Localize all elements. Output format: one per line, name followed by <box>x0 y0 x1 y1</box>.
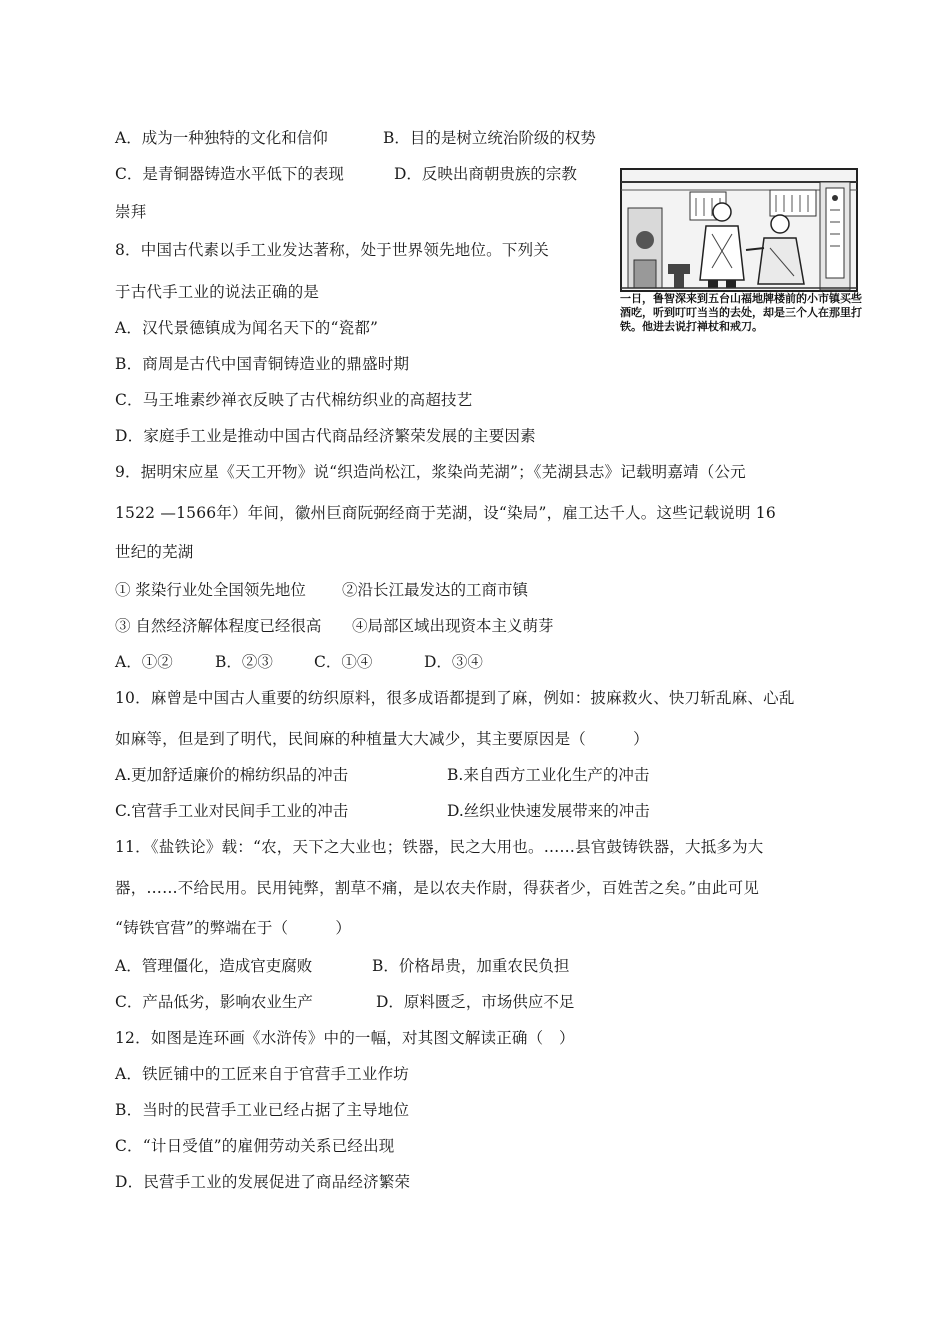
q10-option-c: C.官营手工业对民间手工业的冲击 <box>115 802 349 820</box>
q7-option-d-continued: 崇拜 <box>115 203 147 221</box>
q10-option-a: A.更加舒适廉价的棉纺织品的冲击 <box>115 766 349 784</box>
blacksmith-scene-image <box>620 168 858 292</box>
q8-option-d: D．家庭手工业是推动中国古代商品经济繁荣发展的主要因素 <box>115 427 536 445</box>
q11-option-a: A．管理僵化，造成官吏腐败 <box>115 957 313 975</box>
q9-option-b: B．②③ <box>215 653 273 671</box>
q11-stem-line-1: 11．《盐铁论》载：“农，天下之大业也；铁器，民之大用也。……县官鼓铸铁器，大抵多为大 <box>115 838 764 856</box>
q11-stem-line-2: 器，……不给民用。民用钝弊，割草不痛，是以农夫作尉，得获者少，百姓苦之矣。”由此可见 <box>115 879 760 897</box>
q10-option-b: B.来自西方工业化生产的冲击 <box>447 766 650 784</box>
q9-option-a: A．①② <box>115 653 173 671</box>
q11-option-b: B．价格昂贵，加重农民负担 <box>372 957 570 975</box>
q8-stem-line-2: 于古代手工业的说法正确的是 <box>115 283 320 301</box>
q7-option-b: B．目的是树立统治阶级的权势 <box>383 129 596 147</box>
q8-stem-line-1: 8．中国古代素以手工业发达著称，处于世界领先地位。下列关 <box>115 241 549 259</box>
q9-stem-line-2: 1522 —1566年）年间，徽州巨商阮弼经商于芜湖，设“染局”，雇工达千人。这些记载说明 16 <box>115 504 776 522</box>
q8-option-c: C．马王堆素纱禅衣反映了古代棉纺织业的高超技艺 <box>115 391 473 409</box>
q11-option-c: C．产品低劣，影响农业生产 <box>115 993 313 1011</box>
q11-option-d: D．原料匮乏，市场供应不足 <box>376 993 575 1011</box>
q9-stem-line-1: 9．据明宋应星《天工开物》说“织造尚松江，浆染尚芜湖”；《芜湖县志》记载明嘉靖（公元 <box>115 463 746 481</box>
q12-stem: 12．如图是连环画《水浒传》中的一幅，对其图文解读正确（ ） <box>115 1029 575 1047</box>
q8-option-a: A．汉代景德镇成为闻名天下的“瓷都” <box>115 319 379 337</box>
comic-illustration <box>620 168 862 344</box>
q9-statement-1: ① 浆染行业处全国领先地位 <box>115 581 306 599</box>
q9-option-c: C．①④ <box>314 653 373 671</box>
q7-option-a: A．成为一种独特的文化和信仰 <box>115 129 328 147</box>
q10-option-d: D.丝织业快速发展带来的冲击 <box>447 802 650 820</box>
q7-option-c: C．是青铜器铸造水平低下的表现 <box>115 165 344 183</box>
q9-statement-3: ③ 自然经济解体程度已经很高 <box>115 617 322 635</box>
q12-option-a: A．铁匠铺中的工匠来自于官营手工业作坊 <box>115 1065 409 1083</box>
comic-caption: 一日，鲁智深来到五台山福地牌楼前的小市镇买些酒吃，听到叮叮当当的去处，却是三个人在那里打铁。他进去说打禅杖和戒刀。 <box>620 292 862 333</box>
q9-option-d: D．③④ <box>424 653 483 671</box>
q12-option-b: B．当时的民营手工业已经占据了主导地位 <box>115 1101 410 1119</box>
q10-stem-line-2: 如麻等，但是到了明代，民间麻的种植量大大减少，其主要原因是（ ） <box>115 730 649 748</box>
q10-stem-line-1: 10．麻曾是中国古人重要的纺织原料，很多成语都提到了麻，例如：披麻救火、快刀斩乱麻、心乱 <box>115 689 795 707</box>
q7-option-d: D．反映出商朝贵族的宗教 <box>394 165 577 183</box>
q11-stem-line-3: “铸铁官营”的弊端在于（ ） <box>115 919 352 937</box>
q9-stem-line-3: 世纪的芜湖 <box>115 543 194 561</box>
q9-statement-2: ②沿长江最发达的工商市镇 <box>342 581 529 599</box>
q12-option-d: D．民营手工业的发展促进了商品经济繁荣 <box>115 1173 411 1191</box>
q8-option-b: B．商周是古代中国青铜铸造业的鼎盛时期 <box>115 355 410 373</box>
q12-option-c: C．“计日受值”的雇佣劳动关系已经出现 <box>115 1137 395 1155</box>
q9-statement-4: ④局部区域出现资本主义萌芽 <box>352 617 554 635</box>
